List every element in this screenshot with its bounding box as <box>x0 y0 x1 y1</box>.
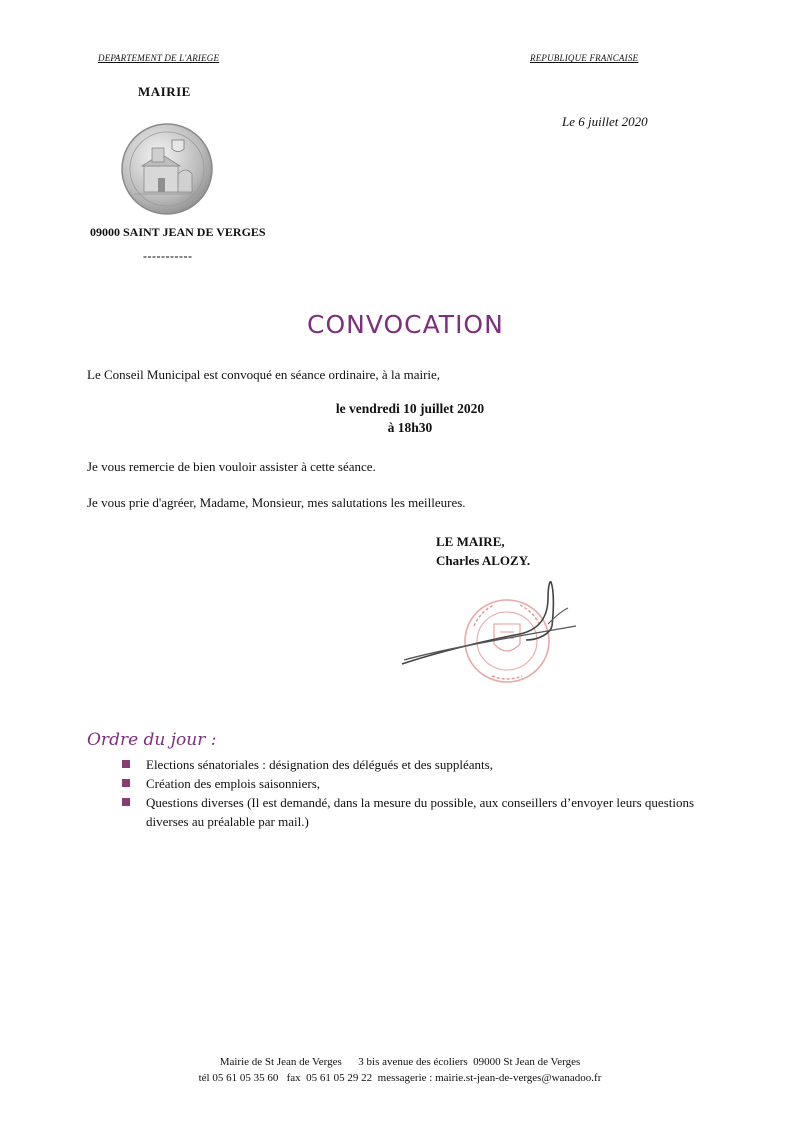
handwritten-signature-icon <box>398 578 580 670</box>
square-bullet-icon <box>122 760 130 768</box>
signature-name: Charles ALOZY. <box>436 553 531 568</box>
seal-text <box>120 122 121 123</box>
list-item: Elections sénatoriales : désignation des délégués et des suppléants, <box>122 755 762 774</box>
square-bullet-icon <box>122 798 130 806</box>
salutation-text: Je vous prie d'agréer, Madame, Monsieur, mes salutations les meilleures. <box>87 495 466 510</box>
department-label: DEPARTEMENT DE L'ARIEGE <box>98 53 220 63</box>
meeting-date: le vendredi 10 juillet 2020 <box>335 401 485 416</box>
separator-dashes: ----------- <box>143 249 193 263</box>
intro-text: Le Conseil Municipal est convoqué en séance ordinaire, à la mairie, <box>87 367 441 382</box>
footer-address: Mairie de St Jean de Verges 3 bis avenue des écoliers 09000 St Jean de Verges <box>219 1056 581 1068</box>
town-seal-icon <box>120 122 214 216</box>
footer-contact: tél 05 61 05 35 60 fax 05 61 05 29 22 messagerie : mairie.st-jean-de-verges@wanadoo.fr <box>198 1072 602 1084</box>
page-title: CONVOCATION <box>307 310 504 339</box>
list-item: Création des emplois saisonniers, <box>122 774 762 793</box>
mairie-heading: MAIRIE <box>138 84 191 99</box>
agenda-title: Ordre du jour : <box>87 730 217 750</box>
signature-role: LE MAIRE, <box>436 534 505 549</box>
city-label: 09000 SAINT JEAN DE VERGES <box>90 225 266 239</box>
republic-label: REPUBLIQUE FRANCAISE <box>530 53 639 63</box>
document-date: Le 6 juillet 2020 <box>562 114 648 129</box>
meeting-time: à 18h30 <box>387 420 433 435</box>
list-item: Questions diverses (Il est demandé, dans la mesure du possible, aux conseillers d’envoyer leurs questions diverses au préalable par mail.) <box>122 793 762 831</box>
square-bullet-icon <box>122 779 130 787</box>
agenda-list <box>122 755 762 831</box>
thanks-text: Je vous remercie de bien vouloir assister à cette séance. <box>87 459 376 474</box>
